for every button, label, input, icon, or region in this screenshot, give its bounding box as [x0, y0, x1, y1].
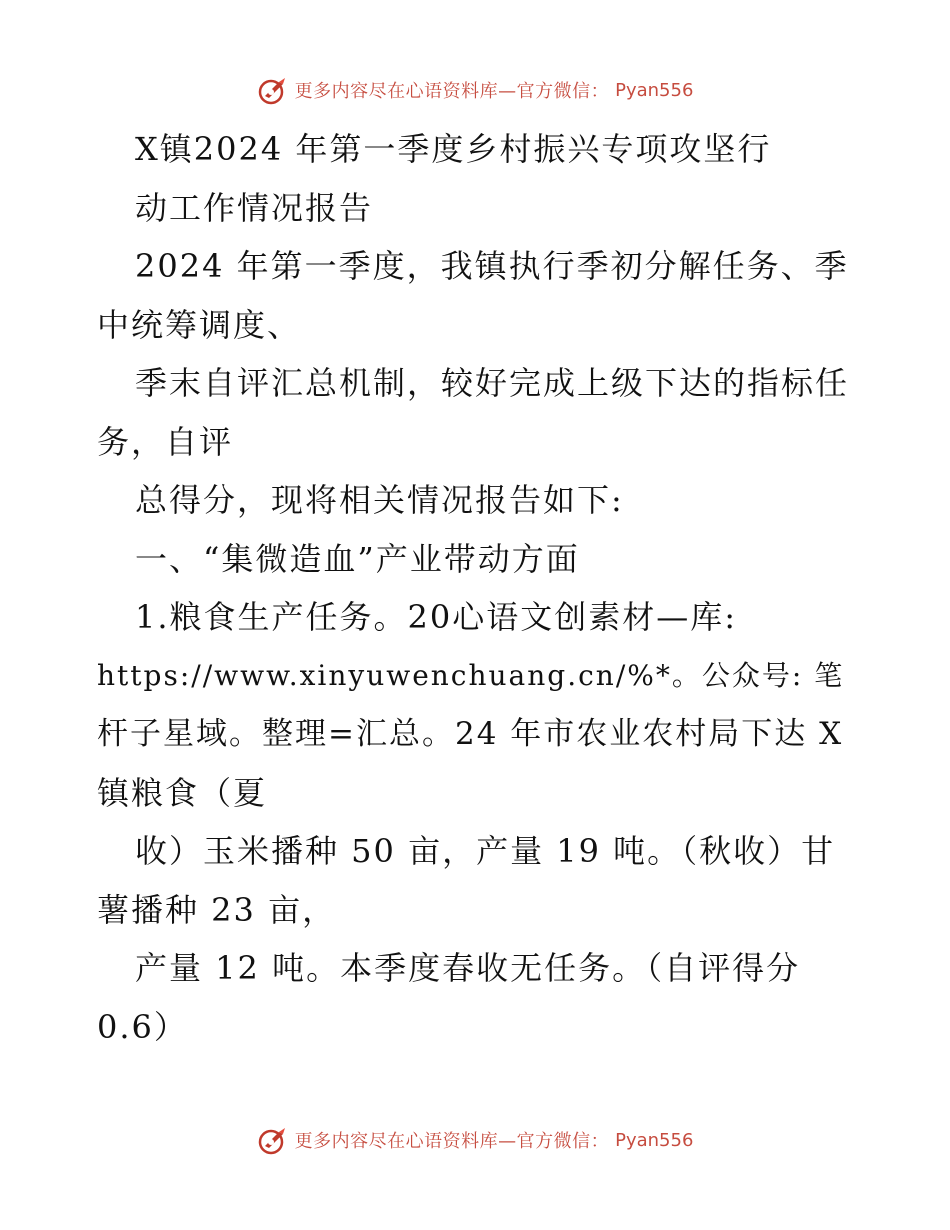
doc-line: 1.粮食生产任务。20心语文创素材—库: — [135, 598, 738, 636]
doc-line: 务，自评 — [97, 422, 234, 461]
pen-logo-icon — [257, 1124, 289, 1156]
doc-line: 薯播种 23 亩， — [97, 890, 337, 929]
doc-line: 一、“集微造血”产业带动方面 — [135, 539, 580, 578]
doc-line: 杆子星域。整理=汇总。24 年市农业农村局下达 X — [97, 716, 844, 752]
pen-logo-icon — [257, 74, 289, 106]
header-watermark — [0, 70, 950, 110]
doc-line: X镇2024 年第一季度乡村振兴专项攻坚行 — [135, 130, 772, 168]
watermark-text: 更多内容尽在心语资料库—官方微信： — [294, 81, 610, 102]
doc-line: 收）玉米播种 50 亩，产量 19 吨。（秋收）甘 — [135, 832, 836, 870]
doc-line: 0.6） — [97, 1007, 188, 1046]
doc-line: 中统筹调度、 — [97, 305, 302, 344]
document-body — [97, 120, 857, 1056]
watermark-text: 更多内容尽在心语资料库—官方微信： — [294, 1131, 610, 1152]
footer-watermark — [0, 1120, 950, 1160]
watermark-contact: Pyan556 — [615, 79, 694, 101]
doc-line: 2024 年第一季度，我镇执行季初分解任务、季 — [135, 247, 849, 285]
doc-line: 总得分，现将相关情况报告如下: — [135, 481, 624, 519]
doc-line: https://www.xinyuwenchuang.cn/%*。公众号: 笔 — [97, 658, 845, 692]
doc-line: 动工作情况报告 — [135, 188, 374, 227]
doc-line: 季末自评汇总机制，较好完成上级下达的指标任 — [135, 364, 850, 402]
watermark-contact: Pyan556 — [615, 1129, 694, 1151]
doc-line: 产量 12 吨。本季度春收无任务。（自评得分 — [135, 949, 801, 987]
doc-line: 镇粮食（夏 — [97, 773, 268, 812]
